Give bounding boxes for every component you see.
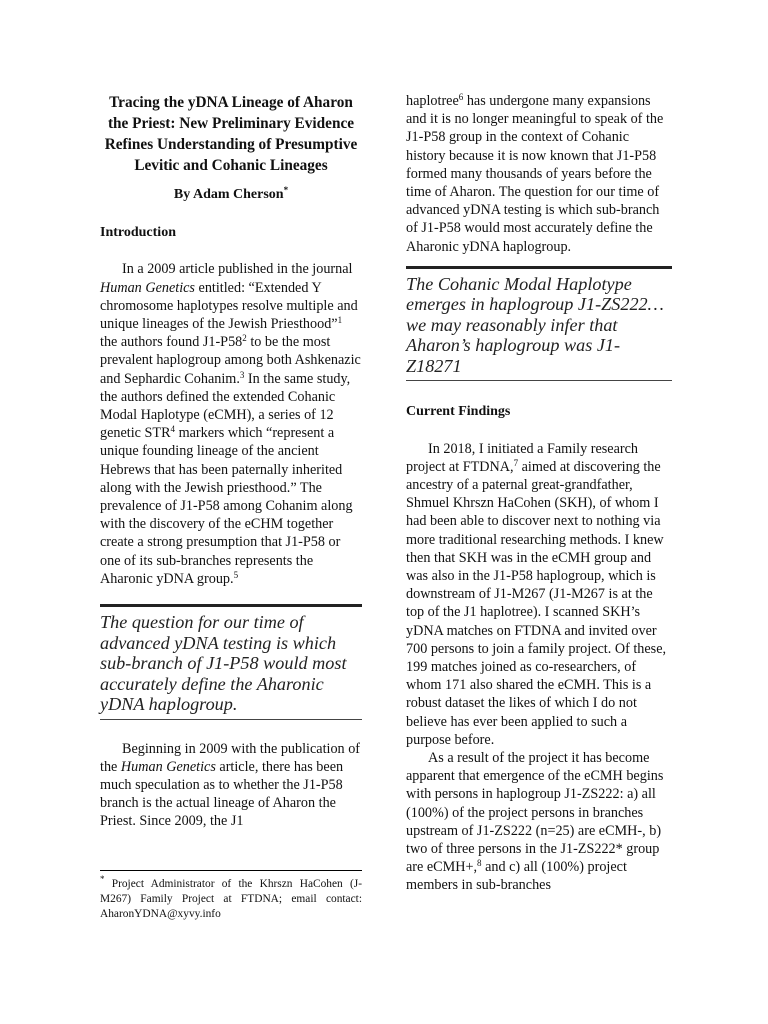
intro-paragraph-2: Beginning in 2009 with the publication of the Human Genetics article, there has been much speculation as to whether the J1-P58 branch is the actual lineage of Aharon the Priest. Since 2009, the J1 xyxy=(100,740,361,830)
footnote-ref-6[interactable]: 6 xyxy=(458,92,464,102)
journal-name: Human Genetics xyxy=(120,758,216,775)
findings-paragraph-1: In 2018, I initiated a Family research project at FTDNA,$^7$ aimed at discovering the ancestry of a paternal great-grandfather, Shmuel Khrszn HaCohen (SKH), of whom I had been able to discover next to nothing via more traditional researching methods. I knew then that SKH was in the eCMH group and was also in the J1-P58 haplogroup, which is downstream of J1-M267 (J1-M267 is at the top of the J1 haplotree). I scanned SKH’s yDNA matches on FTDNA and invited over 700 persons to join a family project. Of these, 199 matches joined as co-researchers, of whom 171 also shared the eCMH. This is a robust dataset the likes of which I do not believe has ever been applied to such a purpose before. xyxy=(406,440,667,748)
section-heading-current-findings: Current Findings xyxy=(406,404,511,420)
left-column xyxy=(100,92,362,831)
findings-paragraph-2: As a result of the project it has become apparent that emergence of the eCMH begins with persons in haplogroup J1-ZS222: a) all (100%) of the project persons in branches upstream of J1-ZS222 (n=25) are eCMH-, b) two of three persons in the J1-ZS222* group are eCMH+,$^8$ and c) all (100%) project members in sub-branches xyxy=(406,749,664,894)
right-paragraph-1: haplotree$^6$ has undergone many expansions and it is no longer meaningful to speak of the J1-P58 group in the context of Cohanic history because it is now known that J1-P58 formed many thousands of years before the time of Aharon. The question for our time of advanced yDNA testing is which sub-branch of J1-P58 would most accurately define the Aharonic yDNA haplogroup. xyxy=(406,92,664,255)
footnote-ref-8[interactable]: 8 xyxy=(477,858,482,869)
footnote-ref-1[interactable]: 1 xyxy=(337,315,343,326)
article-title: Tracing the yDNA Lineage of Aharon the Priest: New Preliminary Evidence Refines Understanding of Presumptive Levitic and Cohanic Lineages xyxy=(104,94,358,174)
footnote-mark: * xyxy=(100,874,105,884)
footnote-ref-2[interactable]: 2 xyxy=(242,333,247,344)
footnote-ref-3[interactable]: 3 xyxy=(239,369,245,380)
footnote-ref-7[interactable]: 7 xyxy=(513,457,519,468)
byline-footnote-mark[interactable]: * xyxy=(283,185,289,195)
right-column xyxy=(406,92,670,895)
byline xyxy=(100,186,362,204)
journal-name: Human Genetics xyxy=(100,279,195,296)
footnote-ref-5[interactable]: 5 xyxy=(233,569,239,580)
pull-quote-left: The question for our time of advanced yDNA testing is which sub-branch of J1-P58 would most accurately define the Aharonic yDNA haplogroup. xyxy=(100,604,362,720)
section-heading-introduction: Introduction xyxy=(100,225,176,241)
intro-paragraph-1: In a 2009 article published in the journal Human Genetics entitled: “Extended Y chromosome haplotypes resolve multiple and unique lineages of the Jewish Priesthood”$^1$ the authors found $J1-P58^2$ to be the most prevalent haplogroup among both Ashkenazic and Sephardic Cohanim.$^3$ In the same study, the authors defined the extended Cohanic Modal Haplotype (eCMH), a series of 12 genetic STR$^4$ markers which “represent a unique founding lineage of the ancient Hebrews that has been paternally inherited along with the Jewish priesthood.” The prevalence of J1-P58 among Cohanim along with the discovery of the eCHM together create a strong presumption that J1-P58 or one of its sub-branches represents the Aharonic yDNA group.$^5$ xyxy=(100,261,361,587)
author-footnote xyxy=(100,870,362,921)
pull-quote-right: The Cohanic Modal Haplotype emerges in haplogroup J1-ZS222… we may reasonably infer that Aharon’s haplogroup was J1-Z18271 xyxy=(406,266,672,382)
footnote-text: Project Administrator of the Khrszn HaCohen (J-M267) Family Project at FTDNA; email contact: AharonYDNA@xyvy.info xyxy=(100,878,362,920)
footnote-ref-4[interactable]: 4 xyxy=(170,424,176,435)
byline-author: By Adam Cherson xyxy=(173,187,284,202)
